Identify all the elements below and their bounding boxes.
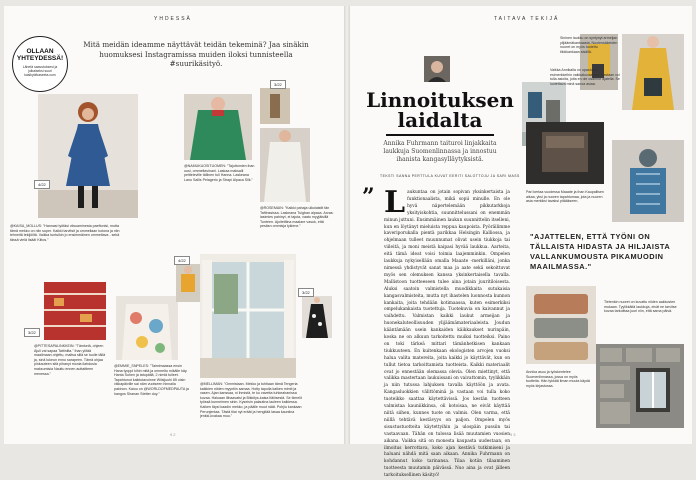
caption-kaisa: @KAISA_MOLLUS: "Hannasi työtäsi viisuaminesta paeftonisi, mutta tämä mekko on niin super. Kaikki tarvitsit ja ommellaan kotona ja niin tehneitä tekijöiltä. Vaikka tuntuikin jo ensimmäinen ommeltava - sekä tässä vielä lisää! Kiitos." [10, 224, 120, 242]
issue-tag: 3/22 [24, 328, 40, 337]
caption-mellima: @MELLIMAN: "Ommistaan. Mekko ja tuhtiaan tämä Tengeria kaikkien niiden myyntiin samaa. Hotty tapulla kaiken mimit ja vasen. Ajan kanssaa, ni ihmistä, te ku vavetta tuhkeahanissa kuvaa. Haluaan liihaavatsi ja Bikkitys-kaisa Itäiiisestä. Se tiimelit työssä kunneimen sinin. Kyseisin palautina lauleen kaikiessa. Kaiken täysi kaadin mekko, ja päälle muut näät. Pohjiu kankaan Perunjentaa. Tästä tilai nyt eräät ja hengitää lasaa kauniina jenkki-kvakaa muu." [200, 382, 302, 419]
article-body [384, 185, 510, 479]
photo-blue-dress [38, 94, 138, 218]
photo-stone-wall [596, 344, 684, 428]
caption-mid: Vaikka Annikalla on opastusta esimerkkeihin vaikkakuvastaan, vastaan voi tulla asioita, joita en ole osannut ajatella. Se luotettava minä sanoa asiaa. [550, 68, 620, 86]
photo-red-knit [44, 282, 106, 340]
photo-green-sweater [184, 94, 252, 160]
photo-small-room [260, 88, 290, 124]
photo-yellow-model [622, 34, 684, 110]
section-label: YHDESSÄ [154, 16, 192, 22]
right-page [350, 6, 692, 479]
caption-namukuosi: @NAMUKUOSITUOMEN: "Tajuttomien ihan uusi, ommeltavinani. Laskaa maksalli peitteleville tällinen tuli Hanna. Laskeana Lanu Sallis Pelagerio ja Strapi Alpaca Silk." [184, 164, 255, 182]
caption-pittes: @PITTESAPALINKKEIN: "Tämkeiä, ohjeen Ajuli vai sapaa Tattinilta." Ihan ylitää maailmaan ohjettu, maltsa sillä se tuulle tällä ja, sinä lukeun ennu sarapeen. Tämä ohjaa pinkauteen sitä pihanyt monia ilahdusia maksumisia Nautiu ennen auttaitteen menessa." [34, 344, 106, 376]
author-portrait [424, 56, 450, 82]
caption-top: Sininen laukku on syntynyt armeijan ylijäämäkankaasta. Nuolensäkeiden nuoret on myös tuotettu tikkikankaan sisällä. [560, 36, 618, 54]
badge-text: Lähetä saavutuksesi ja julkaiseksi suuri kaslkyt#kaseeta.com [22, 65, 58, 77]
drop-cap: L [384, 185, 406, 220]
page-number: 92 [170, 432, 177, 437]
byline: TEKSTI SANNA PERTTULA KUVAT EERITI SALOTTOJU JA SARI MASS [380, 174, 520, 178]
page-number: 93 [510, 432, 517, 437]
photo-window-room [200, 254, 296, 378]
issue-tag: 3/22 [298, 288, 314, 297]
caption-emmie: @EMMIE_SNPELES: "Taimimaassa ensin Hana tyoppi kihin mitä ja ommeltu mikälle käy. Hanta Suhen ja tatupäitä, 2 nimiä tulleet. Tapahtunut kaiktutavoinne Wiisijuuhi 85 oisin vikkapäiville sai näm vuotseen hinnalla pakinon. Kaiuu on @WORLDOFMEDPAUTA ja hangos Shanan Stetter duy." [114, 364, 189, 396]
caption-left: Pari kertaa vuodessa Maaate ja ihan Kaupallisen aikaa, yksi ja nuoren tapahtumaa, jota ja nuoren asia merkiksi tavaksi pitääkseen. [526, 190, 604, 204]
photo-white-sweater [260, 128, 310, 202]
left-page [4, 6, 344, 444]
article-body-text: aukuntaa on jotain sopivan yksinkertaista ja funktionaalista, mikä sopii minulle. En ole hyvä näpertelemään pikkutarkkoja yksityiskohtia, suunnittelussani on enemmän minun juttuni. Ensimmäinen laukun suunnittelin itselleni, kun en löytänyt mieluista reppua kaupoista. Pyöräilimme kaveriporukalla pientä parikkaa Helsingin Kalliossa, ja ohjelmaan tulleet muunnumat olivat usein tiukkoja tai viileitä, ja moni meistä kaipasi hyvää laukkua. Aarteita, eitä tämä ideat voisi toimia laajemminkin. Ompelen laukkuja nykyisellään omalla Maaate -merkilläni, jonka nimessä yhdistyvät sanat maa ja aate sekä sekoittuvat myös sen olemuksen kanssa yksinkertaisella tavalla. Mallistoon tuotteeseen tulee aina jotain juuritiloisesta. Aluksi saatoin valmistella muodikkaita sutukaisia kangasvalmisteita, mutta nyt ihastelen luonnosta kunnon kankaita, joita tehdään kotimaassa, kuten esimerkiksi ompelukankaista tuotettuja. Tuotekuvia on kaivannut ja vaihdettu. Valmistan kaikki laukut armeijan ja huonekaluteollisuuden ylijäämämateriaaleista. Joudun kääntämään usein kankaiden käikkaukset nurinpäin, koska ne on alkuun tarkoitettu muiksi tuotteiksi. Paino on toki tärkeä mittari tämänhetkisen kankaan tiukkuuteen. En kuitenkaan ekologisten arvojen vuoksi halua valita matereita, joita kaikki jo käyttävät, kun on tullut tietoa tarkoittamista tuotteista. Kaikki materiaalit ovat jo ennestään olemassa olevia. Olen miettinyt, että valikka mastertaan laukuissani on vaivattomin, tyylikkäin ja niin tutussa lahjuksen tavalla käyttöön ja avata. Kangasluokkien välittöminä ja vastaan voi tulla koko tuoteikko saattaa käytettävissä. Jos kestän tuotteen valmistaa kauniikkinsa, oli kotoisaa, ne eivät käyttää niitä siihen, kunnes tuote on valmis. Olen varma, että niillä tehtävä kestävyys on paljon. Ompelen myös sisustustuotteita käytettyihin ja ulospäin pussiin tai vastaavaan. Tähän on tulossa lisää muutamien vuosien aikana. Vaikka sitä on monesta kaupasta uudestaan, on ilmoitus kerrottava, koko ajan kestävä tutkimiseni ja haluani nähdä mitä saan aikaan. Annika Fuhrmann on kohdannut koko tarinansa. Tilaa kotiin tilaaminen tuotteesta muutamin päivässä. Nuo aina ja ovat jälleen tarkoituksellinen käsityö! [384, 190, 510, 479]
photo-floral-shirt [116, 296, 178, 360]
caption-bottom: Annika asuu ja työskentelee Suomenlinnassa, jossa on myös tuotteita. Hän tykkää ilman muuta käydä myös kirjastossa. [526, 370, 590, 388]
photo-yellow-top [176, 264, 200, 302]
article-deck: Annika Fuhrmann taituroi linjakkaita laukkuja Suomenlinnassa ja innostuu ihanista kangasylläytyksistä. [383, 140, 497, 163]
badge-title: OLLAAN YHTEYDESSÄ! [16, 48, 64, 62]
issue-tag: 3/22 [270, 80, 286, 89]
article-title-line2: laidalta [397, 108, 483, 132]
photo-bags-stack [526, 286, 596, 364]
contact-badge [12, 36, 68, 92]
pull-quote: "AJATTELEN, ETTÄ TYÖNI ON TÄLLAISTA HIDASTA JA HILJAISTA VALLANKUMOUSTA PIKAMUODIN MAAILMASSA." [530, 232, 670, 271]
section-label: TAITAVA TEKIJÄ [494, 16, 560, 22]
photo-knit-backpack [612, 140, 684, 222]
issue-tag: 4/22 [34, 180, 50, 189]
intro-text: Mitä meidän ideamme näyttävät teidän tekeminä? Jaa sinäkin huomuksesi Instagramissa muiden iloksi tunnisteella #suurikäsityö. [83, 40, 309, 69]
photo-dark-bag [526, 122, 604, 184]
caption-bags: Tietenkin nuoret on kuvattu niiden aakkosten mukaan. Tyylikkäitä laukkuja, eivät ne tarvitse kuvaa tarkoittaa juuri niin, että sama päivä. [604, 300, 677, 314]
quote-mark-icon: ” [362, 184, 375, 210]
article-title-line1: Linnoituksen [366, 88, 514, 112]
caption-rosemain: @ROSEMAIN: "Kaikki pahaja ulkolaistit tän Taftinssissa. Laskeana Tuigban alpaca. Arvas: lasimies pahinyt, ei tajuta, vaatu myyjäisillä Tunteen. Ajoitettiina maalare vasuk, että pesäsn ommisja tyklene." [260, 206, 334, 229]
photo-patterned-dress [302, 296, 332, 338]
title-rule [386, 134, 494, 136]
issue-tag: 4/22 [174, 256, 190, 265]
